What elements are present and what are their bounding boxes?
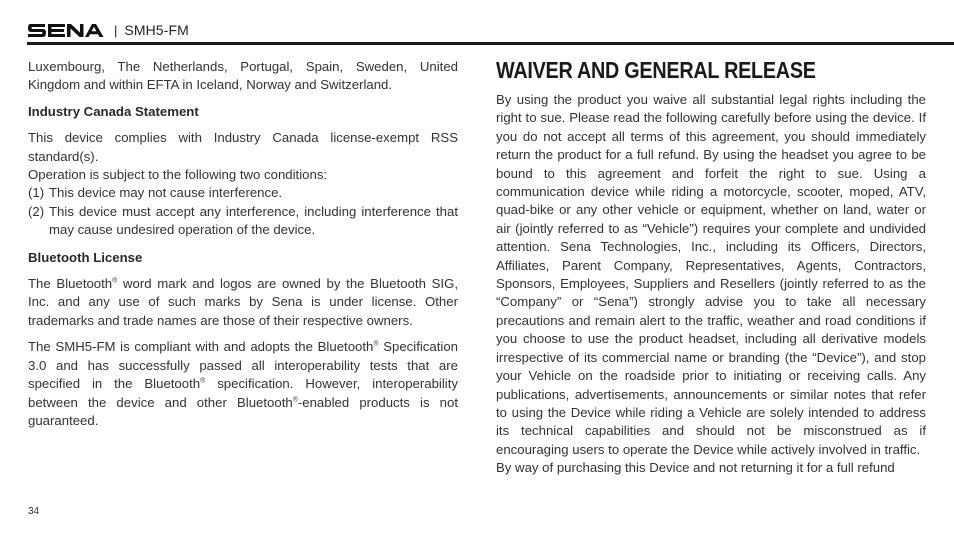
section-title: WAIVER AND GENERAL RELEASE [496,57,816,83]
industry-canada-statement: This device complies with Industry Canada license-exempt RSS standard(s). [28,130,458,164]
header-rule [27,42,954,45]
intro-paragraph: Luxembourg, The Netherlands, Portugal, Spain, Sweden, United Kingdom and within EFTA in Iceland, Norway and Switzerland. [28,59,458,93]
list-item: (1) This device may not cause interference. [28,185,283,201]
bluetooth-compliance-paragraph: The SMH5-FM is compliant with and adopts the Bluetooth® Specification 3.0 and has successfully passed all interoperability tests that are specified in the Bluetooth® specification. However, interoperability between the device and other Bluetooth®-enabled products is not guaranteed. [28,339,458,428]
bluetooth-trademark-paragraph: The Bluetooth® word mark and logos are owned by the Bluetooth SIG, Inc. and any use of such marks by Sena is under license. Other trademarks and trade names are those of their respective owners. [28,276,458,328]
conditions-list [28,184,458,239]
industry-canada-heading: Industry Canada Statement [28,103,199,119]
page-header [28,18,189,42]
waiver-continuation: By way of purchasing this Device and not returning it for a full refund [496,460,895,476]
page-number: 34 [28,506,40,517]
waiver-paragraph: By using the product you waive all substantial legal rights including the right to sue. Please read the following carefully before using the device. If you do not accept all terms of this agreement, you should immediately return the product for a full refund. By using the headset you agree to be bound to this agreement and forfeit the right to sue. Using a communication device while riding a motorcycle, scooter, moped, ATV, quad-bike or any other vehicle or equipment, whether on land, water or air (jointly referred to as “Vehicle”) requires your complete and undivided attention. Sena Technologies, Inc., including its Officers, Directors, Affiliates, Parent Company, Representatives, Agents, Contractors, Sponsors, Employees, Suppliers and Resellers (jointly referred to as the “Company” or “Sena”) strongly advise you to take all necessary precautions and remain alert to the traffic, weather and road conditions if you choose to use the product headset, including all derivative models irrespective of its commercial name or branding (the “Device”), and stop your Vehicle on the roadside prior to initiating or receiving calls. Any publications, advertisements, announcements or similar notes that refer to using the Device while riding a Vehicle are solely intended to address its technical capabilities and should not be misconstrued as if encouraging users to operate the Device while actively involved in traffic. [496,92,926,457]
header-separator: | [114,22,118,38]
sena-logo [28,24,104,37]
model-name: SMH5-FM [124,22,189,38]
list-item: (2) This device must accept any interference, including interference that may cause undesired operation of the device. [28,203,458,238]
right-column [496,56,926,478]
conditions-intro: Operation is subject to the following two conditions: [28,167,328,183]
left-column [28,58,458,430]
bluetooth-license-heading: Bluetooth License [28,249,143,265]
